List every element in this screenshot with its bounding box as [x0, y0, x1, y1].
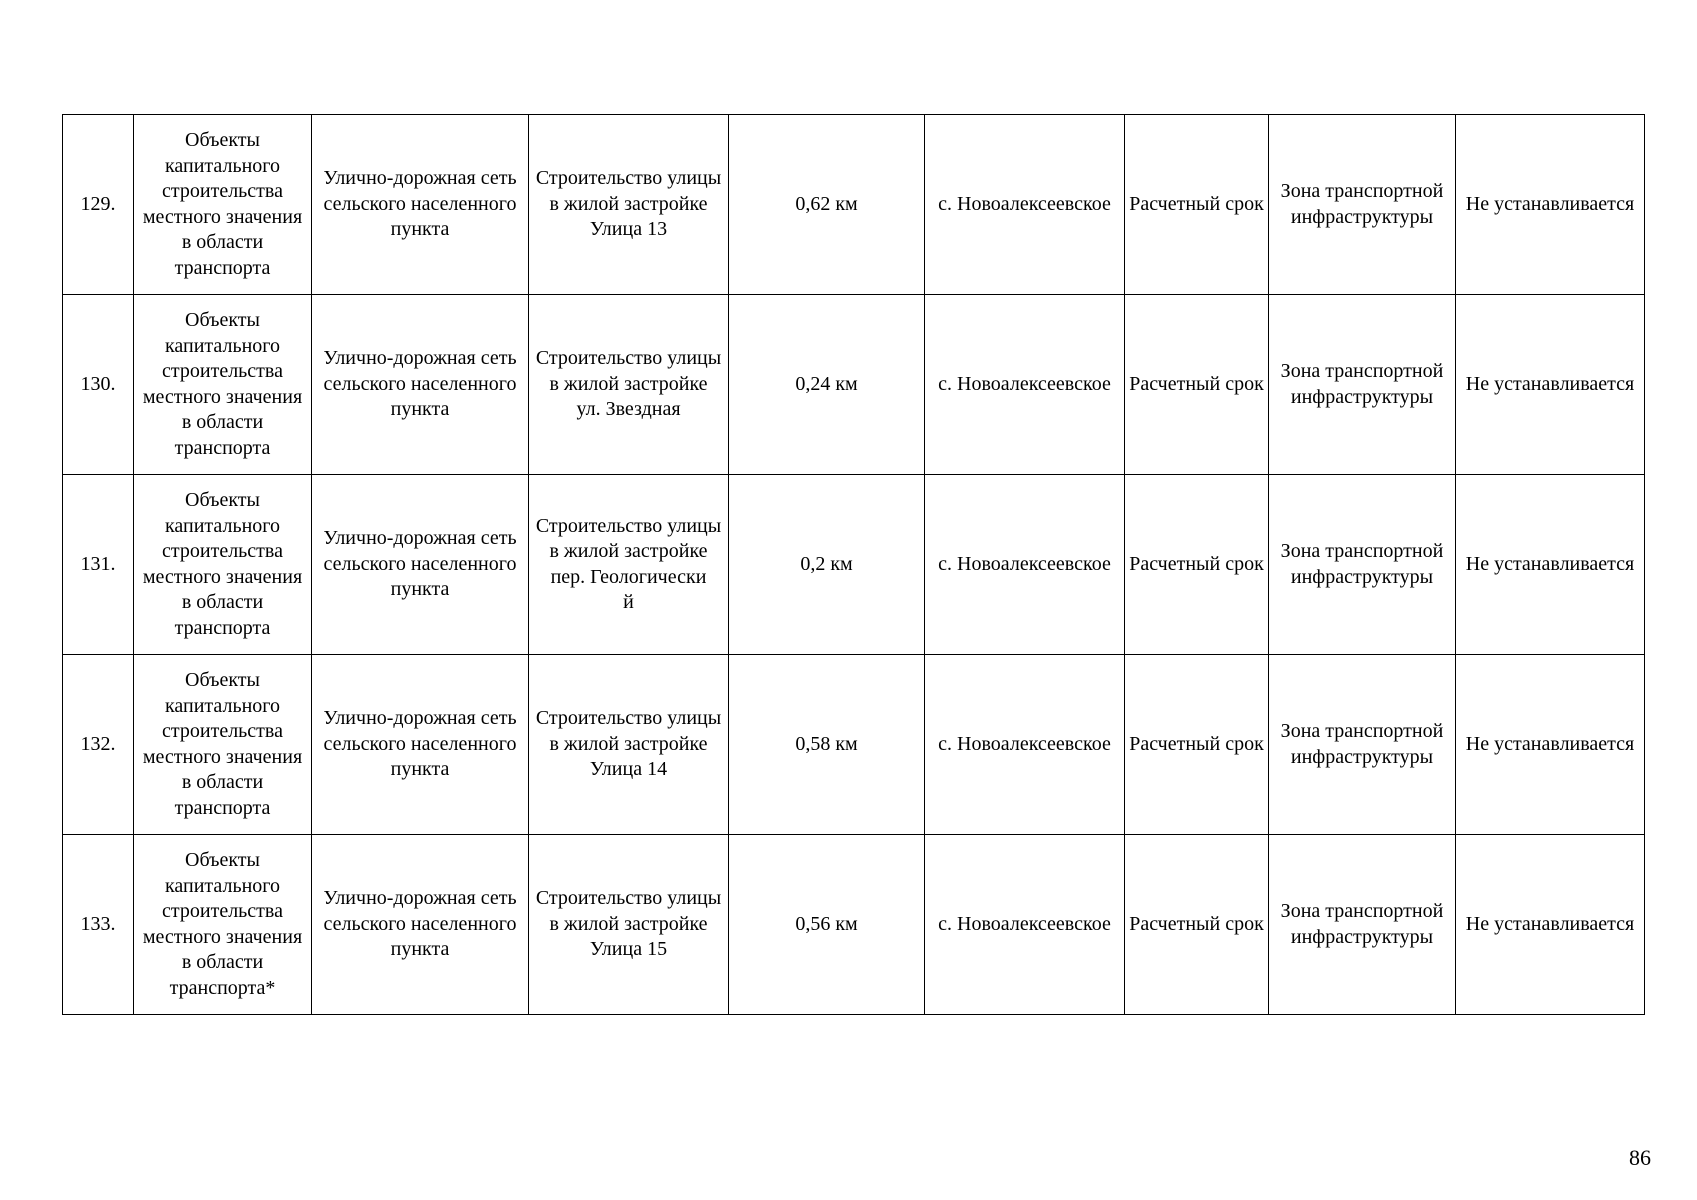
category-cell: Объекты капитального строительства местного значения в области транспорта — [134, 115, 312, 295]
category-cell: Объекты капитального строительства местного значения в области транспорта* — [134, 835, 312, 1015]
zone-cell: Зона транспортной инфраструктуры — [1269, 655, 1456, 835]
term-cell: Расчетный срок — [1125, 295, 1269, 475]
row-number-cell: 133. — [63, 835, 134, 1015]
row-number-cell: 130. — [63, 295, 134, 475]
table-row — [63, 835, 1645, 1015]
protection-zone-cell: Не устанавливается — [1456, 115, 1645, 295]
location-cell: с. Новоалексеевское — [925, 655, 1125, 835]
object-type-cell: Улично-дорожная сеть сельского населенного пункта — [312, 835, 529, 1015]
term-cell: Расчетный срок — [1125, 475, 1269, 655]
object-type-cell: Улично-дорожная сеть сельского населенного пункта — [312, 655, 529, 835]
objects-table — [62, 114, 1645, 1015]
zone-cell: Зона транспортной инфраструктуры — [1269, 295, 1456, 475]
table-row — [63, 475, 1645, 655]
table-row — [63, 655, 1645, 835]
location-cell: с. Новоалексеевское — [925, 115, 1125, 295]
location-cell: с. Новоалексеевское — [925, 475, 1125, 655]
length-cell: 0,56 км — [729, 835, 925, 1015]
length-cell: 0,24 км — [729, 295, 925, 475]
category-cell: Объекты капитального строительства местного значения в области транспорта — [134, 475, 312, 655]
protection-zone-cell: Не устанавливается — [1456, 835, 1645, 1015]
length-cell: 0,62 км — [729, 115, 925, 295]
page-number: 86 — [1629, 1145, 1651, 1170]
protection-zone-cell: Не устанавливается — [1456, 295, 1645, 475]
length-cell: 0,2 км — [729, 475, 925, 655]
table-body — [63, 115, 1645, 1015]
row-number-cell: 131. — [63, 475, 134, 655]
location-cell: с. Новоалексеевское — [925, 295, 1125, 475]
term-cell: Расчетный срок — [1125, 835, 1269, 1015]
object-type-cell: Улично-дорожная сеть сельского населенного пункта — [312, 475, 529, 655]
zone-cell: Зона транспортной инфраструктуры — [1269, 115, 1456, 295]
purpose-cell: Строительство улицы в жилой застройке Улица 15 — [529, 835, 729, 1015]
object-type-cell: Улично-дорожная сеть сельского населенного пункта — [312, 115, 529, 295]
row-number-cell: 129. — [63, 115, 134, 295]
row-number-cell: 132. — [63, 655, 134, 835]
table-row — [63, 295, 1645, 475]
object-type-cell: Улично-дорожная сеть сельского населенного пункта — [312, 295, 529, 475]
protection-zone-cell: Не устанавливается — [1456, 655, 1645, 835]
zone-cell: Зона транспортной инфраструктуры — [1269, 835, 1456, 1015]
zone-cell: Зона транспортной инфраструктуры — [1269, 475, 1456, 655]
term-cell: Расчетный срок — [1125, 655, 1269, 835]
purpose-cell: Строительство улицы в жилой застройке пер. Геологически й — [529, 475, 729, 655]
term-cell: Расчетный срок — [1125, 115, 1269, 295]
category-cell: Объекты капитального строительства местного значения в области транспорта — [134, 655, 312, 835]
purpose-cell: Строительство улицы в жилой застройке Улица 13 — [529, 115, 729, 295]
length-cell: 0,58 км — [729, 655, 925, 835]
location-cell: с. Новоалексеевское — [925, 835, 1125, 1015]
purpose-cell: Строительство улицы в жилой застройке Улица 14 — [529, 655, 729, 835]
purpose-cell: Строительство улицы в жилой застройке ул. Звездная — [529, 295, 729, 475]
category-cell: Объекты капитального строительства местного значения в области транспорта — [134, 295, 312, 475]
table-row — [63, 115, 1645, 295]
protection-zone-cell: Не устанавливается — [1456, 475, 1645, 655]
